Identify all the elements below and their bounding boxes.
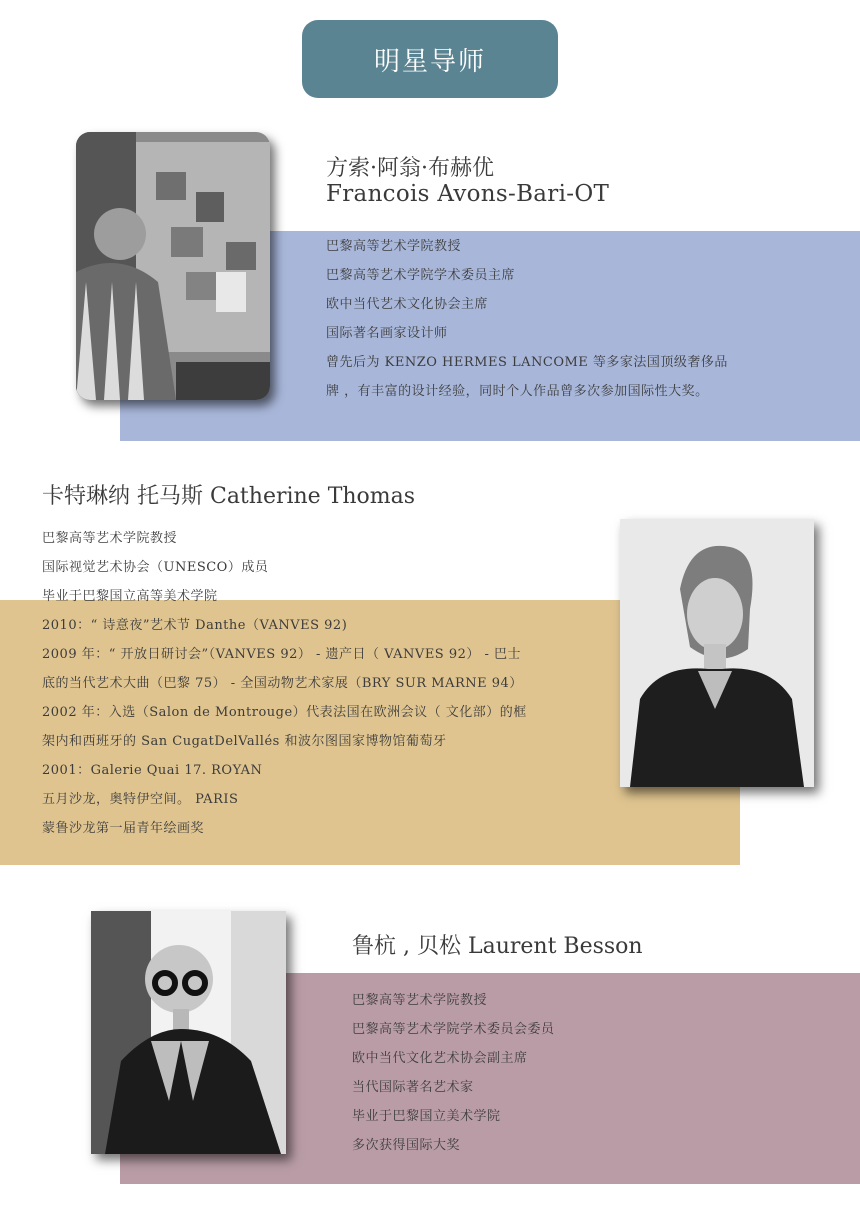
- bio-line: 巴黎高等艺术学院学术委员会委员: [352, 1022, 555, 1037]
- bio-line: 欧中当代文化艺术协会副主席: [352, 1051, 528, 1066]
- bio-line: 巴黎高等艺术学院教授: [326, 239, 462, 254]
- bio-line: 国际著名画家设计师: [326, 326, 448, 341]
- bio-line: 巴黎高等艺术学院学术委员主席: [326, 268, 516, 283]
- bio-line: 牌 ，有丰富的设计经验，同时个人作品曾多次参加国际性大奖。: [326, 384, 709, 399]
- bio-line: 多次获得国际大奖: [352, 1138, 461, 1153]
- bio-line: 底的当代艺术大曲（巴黎 75） - 全国动物艺术家展（BRY SUR MARNE 94）: [42, 676, 523, 691]
- mentor-1-bio: [326, 232, 728, 406]
- mentor-2-bio: [42, 524, 527, 843]
- mentor-1-name-en: Francois Avons-Bari-OT: [326, 181, 610, 207]
- bio-line: 2010：“ 诗意夜”艺术节 Danthe（VANVES 92): [42, 618, 348, 633]
- bio-line: 巴黎高等艺术学院教授: [42, 531, 178, 546]
- mentor-1-name-zh: 方索·阿翁·布赫优: [326, 156, 494, 181]
- bio-line: 毕业于巴黎国立美术学院: [352, 1109, 501, 1124]
- mentor-3-photo: [91, 911, 286, 1154]
- bio-line: 当代国际著名艺术家: [352, 1080, 474, 1095]
- bio-line: 巴黎高等艺术学院教授: [352, 993, 488, 1008]
- bio-line: 欧中当代艺术文化协会主席: [326, 297, 489, 312]
- mentor-3-name: 鲁杭 , 贝松 Laurent Besson: [352, 934, 643, 959]
- bio-line: 蒙鲁沙龙第一届青年绘画奖: [42, 821, 205, 836]
- bio-line: 架内和西班牙的 San CugatDelVallés 和波尔图国家博物馆葡萄牙: [42, 734, 447, 749]
- bio-line: 毕业于巴黎国立高等美术学院: [42, 589, 218, 604]
- bio-line: 2009 年：“ 开放日研讨会”（VANVES 92） - 遗产日（ VANVES 92） - 巴士: [42, 647, 522, 662]
- bio-line: 国际视觉艺术协会（UNESCO）成员: [42, 560, 269, 575]
- page-title: 明星导师: [373, 46, 486, 77]
- mentor-2-name: 卡特琳纳 托马斯 Catherine Thomas: [42, 484, 416, 509]
- bio-line: 五月沙龙，奥特伊空间。 PARIS: [42, 792, 239, 807]
- mentor-3-bio: [352, 986, 555, 1160]
- mentor-2-photo: [620, 519, 814, 787]
- bio-line: 曾先后为 KENZO HERMES LANCOME 等多家法国顶级奢侈品: [326, 355, 728, 370]
- bio-line: 2001：Galerie Quai 17. ROYAN: [42, 763, 263, 778]
- mentor-1-photo: [76, 132, 270, 400]
- page-title-banner: [302, 20, 558, 98]
- bio-line: 2002 年：入选（Salon de Montrouge）代表法国在欧洲会议（ 文化部）的框: [42, 705, 527, 720]
